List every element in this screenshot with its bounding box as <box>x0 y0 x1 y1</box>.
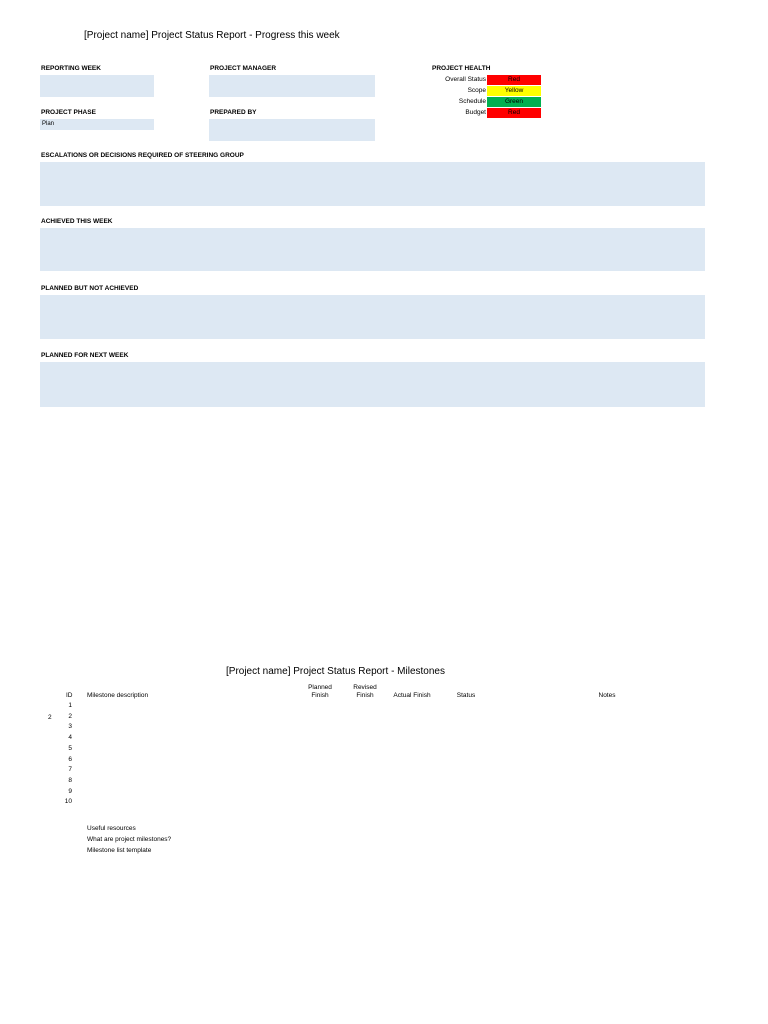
col-revised-finish-header: Revised Finish <box>353 684 377 699</box>
health-value-overall[interactable]: Red <box>487 75 541 85</box>
col-status-header: Status <box>456 692 476 699</box>
reporting-week-label: REPORTING WEEK <box>41 65 101 72</box>
milestone-id: 2 <box>68 712 72 720</box>
col-notes-header: Notes <box>598 692 616 699</box>
milestone-id: 5 <box>68 744 72 752</box>
col-planned-finish-header: Planned Finish <box>308 684 332 699</box>
milestone-id: 7 <box>68 766 72 774</box>
milestone-id: 8 <box>68 776 72 784</box>
report-title: [Project name] Project Status Report - Progress this week <box>84 30 340 41</box>
prepared-by-label: PREPARED BY <box>210 109 257 116</box>
escalations-field[interactable] <box>40 162 705 206</box>
col-description-header: Milestone description <box>87 692 149 699</box>
project-manager-label: PROJECT MANAGER <box>210 65 277 72</box>
reporting-week-field[interactable] <box>40 75 154 97</box>
not-achieved-field[interactable] <box>40 295 705 339</box>
achieved-label: ACHIEVED THIS WEEK <box>41 218 113 225</box>
project-phase-label: PROJECT PHASE <box>41 109 96 116</box>
next-week-label: PLANNED FOR NEXT WEEK <box>41 352 129 359</box>
health-value-schedule[interactable]: Green <box>487 97 541 107</box>
escalations-label: ESCALATIONS OR DECISIONS REQUIRED OF STEERING GROUP <box>41 152 244 159</box>
milestones-info-link[interactable]: What are project milestones? <box>87 836 172 843</box>
milestone-id: 10 <box>64 798 72 806</box>
health-label-schedule: Schedule <box>458 98 486 105</box>
health-value-scope[interactable]: Yellow <box>487 86 541 96</box>
milestone-id: 4 <box>68 734 72 742</box>
health-label-budget: Budget <box>465 109 486 116</box>
achieved-field[interactable] <box>40 228 705 271</box>
health-value-budget[interactable]: Red <box>487 108 541 118</box>
health-label-overall: Overall Status <box>445 76 486 83</box>
useful-resources-label: Useful resources <box>87 825 136 832</box>
col-actual-finish-header: Actual Finish <box>393 692 431 699</box>
project-phase-field[interactable]: Plan <box>40 119 154 130</box>
milestone-id: 3 <box>68 723 72 731</box>
health-label-scope: Scope <box>467 87 486 94</box>
milestone-id: 9 <box>68 787 72 795</box>
milestones-title: [Project name] Project Status Report - Milestones <box>226 666 445 677</box>
prepared-by-field[interactable] <box>209 119 375 141</box>
milestone-template-link[interactable]: Milestone list template <box>87 847 152 854</box>
next-week-field[interactable] <box>40 362 705 407</box>
milestone-id: 6 <box>68 755 72 763</box>
side-number: 2 <box>48 714 52 721</box>
col-id-header: ID <box>66 692 73 699</box>
project-manager-field[interactable] <box>209 75 375 97</box>
project-health-table <box>426 75 546 119</box>
project-health-title: PROJECT HEALTH <box>432 65 491 72</box>
milestone-id-list <box>52 701 76 811</box>
milestone-id: 1 <box>68 702 72 709</box>
not-achieved-label: PLANNED BUT NOT ACHIEVED <box>41 285 139 292</box>
